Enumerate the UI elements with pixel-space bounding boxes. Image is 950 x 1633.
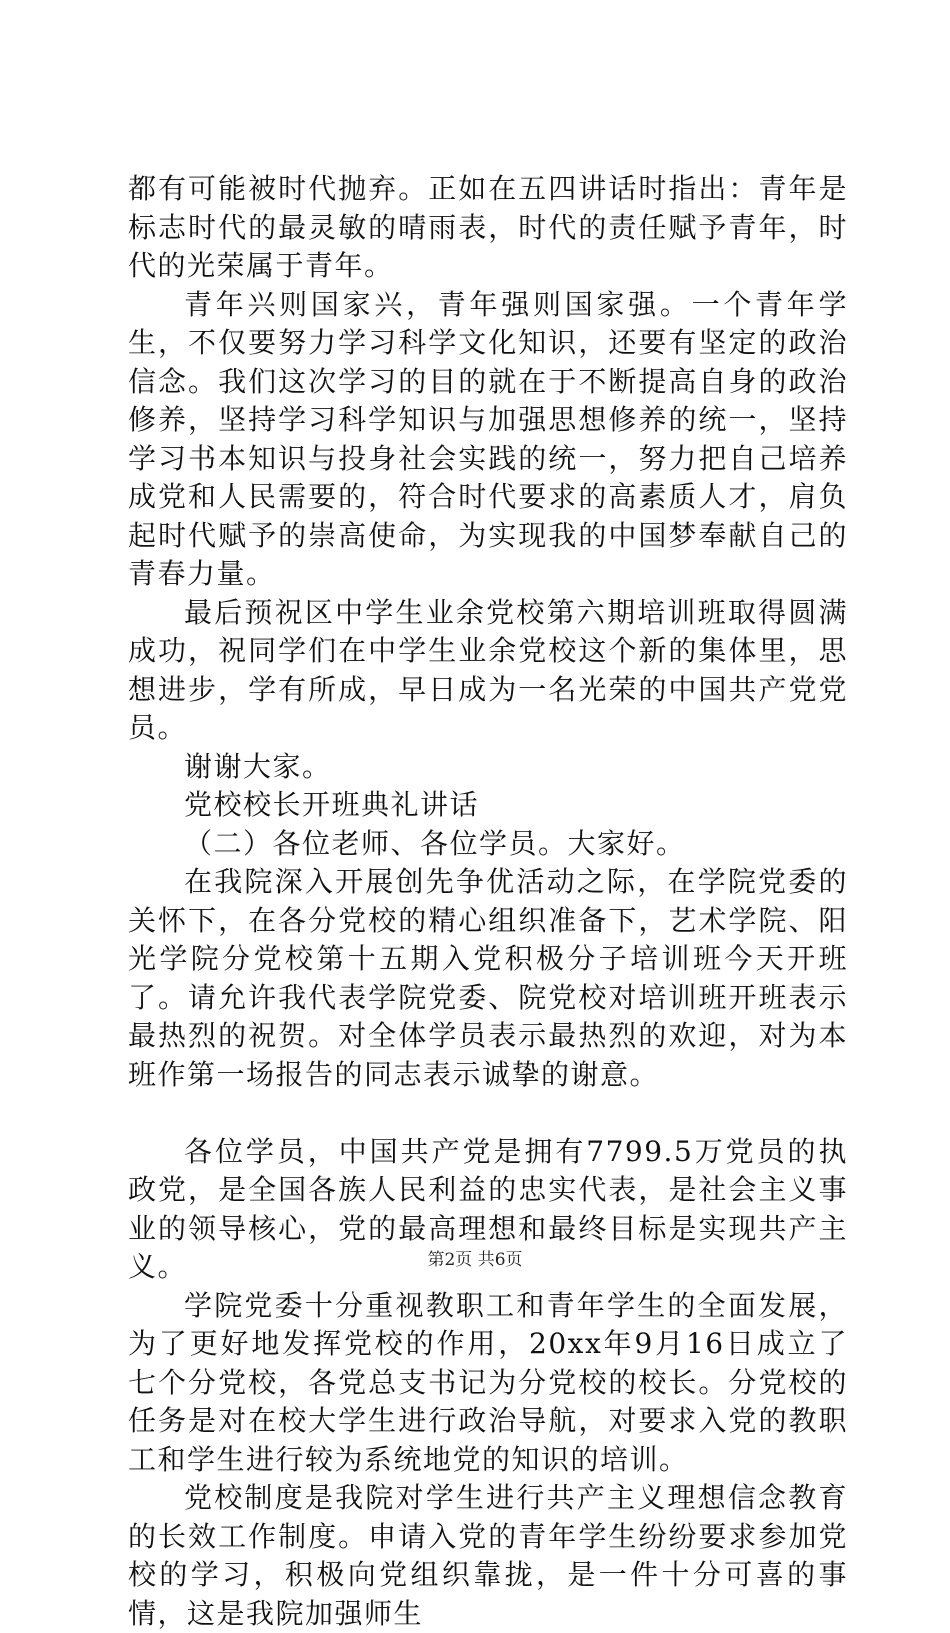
paragraph-branch-schools: 学院党委十分重视教职工和青年学生的全面发展，为了更好地发挥党校的作用，20xx年9月16日成立了七个分党校，各党总支书记为分党校的校长。分党校的任务是对在校大学生进行政治导航，对要求入党的教职工和学生进行较为系统地党的知识的培训。	[128, 1288, 848, 1476]
paragraph-youth-strength: 青年兴则国家兴，青年强则国家强。一个青年学生，不仅要努力学习科学文化知识，还要有坚定的政治信念。我们这次学习的目的就在于不断提高自身的政治修养，坚持学习科学知识与加强思想修养的统一，坚持学习书本知识与投身社会实践的统一，努力把自己培养成党和人民需要的，符合时代要求的高素质人才，肩负起时代赋予的崇高使命，为实现我的中国梦奉献自己的青春力量。	[128, 287, 848, 590]
paragraph-closing-wishes: 最后预祝区中学生业余党校第六期培训班取得圆满成功，祝同学们在中学生业余党校这个新的集体里，思想进步，学有所成，早日成为一名光荣的中国共产党党员。	[128, 595, 848, 744]
document-body	[128, 170, 848, 1633]
section-heading: 党校校长开班典礼讲话	[184, 788, 480, 821]
page-number-footer: 第2页 共6页	[427, 1250, 523, 1270]
paragraph-school-system: 党校制度是我院对学生进行共产主义理想信念教育的长效工作制度。申请入党的青年学生纷纷要求参加党校的学习，积极向党组织靠拢，是一件十分可喜的事情，这是我院加强师生	[128, 1481, 848, 1630]
paragraph-opening: 在我院深入开展创先争优活动之际，在学院党委的关怀下，在各分党校的精心组织准备下，艺术学院、阳光学院分党校第十五期入党积极分子培训班今天开班了。请允许我代表学院党委、院党校对培训班开班表示最热烈的祝贺。对全体学员表示最热烈的欢迎，对为本班作第一场报告的同志表示诚挚的谢意。	[128, 865, 848, 1091]
paragraph-continuation: 都有可能被时代抛弃。正如在五四讲话时指出：青年是标志时代的最灵敏的晴雨表，时代的责任赋予青年，时代的光荣属于青年。	[128, 172, 848, 282]
section-greeting: （二）各位老师、各位学员。大家好。	[184, 826, 686, 860]
blank-line	[128, 1094, 848, 1133]
paragraph-party-intro: 各位学员，中国共产党是拥有7799.5万党员的执政党，是全国各族人民利益的忠实代表，是社会主义事业的领导核心，党的最高理想和最终目标是实现共产主义。	[128, 1134, 848, 1283]
paragraph-thanks: 谢谢大家。	[184, 749, 332, 783]
